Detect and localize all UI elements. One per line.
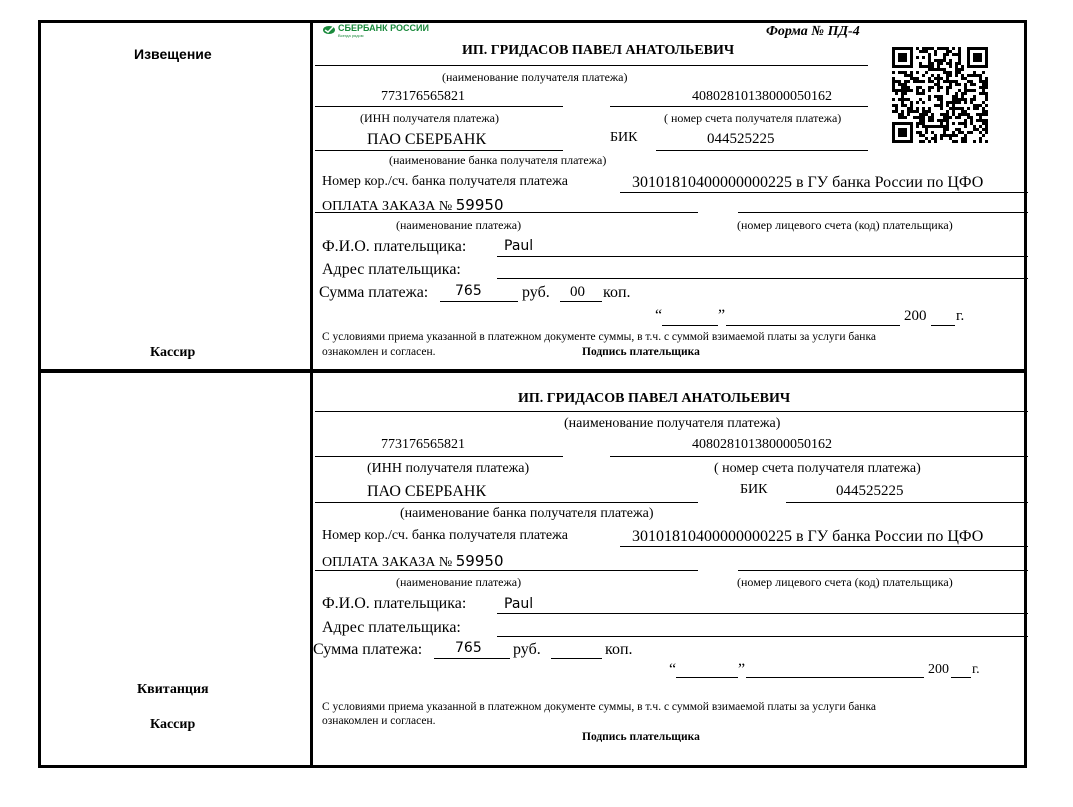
notice-account: 40802810138000050162 — [692, 89, 832, 104]
notice-kop-label: коп. — [603, 284, 631, 301]
logo-tagline: Всегда рядом — [338, 33, 364, 38]
notice-purpose: ОПЛАТА ЗАКАЗА № 59950 — [322, 196, 504, 214]
notice-sum-rub: 765 — [455, 283, 482, 299]
receipt-terms-line2: ознакомлен и согласен. — [322, 715, 436, 727]
notice-sum-label: Сумма платежа: — [319, 284, 429, 301]
notice-section-label: Извещение — [134, 46, 212, 62]
receipt-payer-name: Paul — [504, 596, 534, 612]
notice-bik: 044525225 — [707, 131, 775, 147]
receipt-section-label: Квитанция — [137, 682, 209, 697]
receipt-sum-rub: 765 — [455, 640, 482, 656]
notice-date-close: ” — [718, 307, 726, 324]
notice-account-caption: ( номер счета получателя платежа) — [664, 111, 842, 125]
notice-inn: 773176565821 — [381, 89, 465, 104]
receipt-purpose: ОПЛАТА ЗАКАЗА № 59950 — [322, 552, 504, 570]
notice-bank-name: ПАО СБЕРБАНК — [367, 131, 487, 148]
notice-rub-label: руб. — [522, 284, 550, 301]
receipt-kop-label: коп. — [605, 641, 633, 658]
notice-purpose-caption: (наименование платежа) — [396, 218, 522, 232]
notice-recipient-caption: (наименование получателя платежа) — [442, 70, 628, 84]
notice-signature-label: Подпись плательщика — [582, 346, 700, 358]
receipt-inn: 773176565821 — [381, 437, 465, 452]
receipt-year: 200 — [928, 662, 949, 677]
form-number: Форма № ПД-4 — [766, 24, 860, 39]
notice-recipient-name: ИП. ГРИДАСОВ ПАВЕЛ АНАТОЛЬЕВИЧ — [462, 43, 735, 58]
notice-bik-label: БИК — [610, 130, 638, 145]
notice-sum-kop: 00 — [570, 284, 585, 300]
notice-payer-name: Paul — [504, 238, 534, 254]
receipt-bik-label: БИК — [740, 482, 768, 497]
receipt-address-label: Адрес плательщика: — [322, 619, 461, 636]
section-divider — [38, 369, 1027, 373]
notice-personal-caption: (номер лицевого счета (код) плательщика) — [737, 218, 953, 232]
receipt-purpose-caption: (наименование платежа) — [396, 575, 522, 589]
receipt-rub-label: руб. — [513, 641, 541, 658]
notice-terms-line2: ознакомлен и согласен. — [322, 346, 436, 358]
notice-payer-label: Ф.И.О. плательщика: — [322, 238, 467, 255]
receipt-date-close: ” — [738, 661, 746, 678]
receipt-personal-caption: (номер лицевого счета (код) плательщика) — [737, 575, 953, 589]
receipt-terms-line1: С условиями приема указанной в платежном документе суммы, в т.ч. с суммой взимаемой платы за услуги банка — [322, 701, 876, 713]
receipt-cashier-label: Кассир — [150, 717, 196, 732]
receipt-payer-label: Ф.И.О. плательщика: — [322, 595, 467, 612]
notice-address-label: Адрес плательщика: — [322, 261, 461, 278]
receipt-account-caption: ( номер счета получателя платежа) — [714, 461, 921, 476]
notice-date-open: “ — [655, 307, 663, 324]
receipt-inn-caption: (ИНН получателя платежа) — [367, 461, 530, 476]
receipt-year-suffix: г. — [972, 662, 980, 677]
notice-cashier-label: Кассир — [150, 345, 196, 360]
receipt-recipient-caption: (наименование получателя платежа) — [564, 416, 781, 431]
notice-year-suffix: г. — [956, 308, 965, 324]
notice-order-no: 59950 — [455, 196, 504, 214]
qr-code — [892, 47, 988, 143]
receipt-recipient-name: ИП. ГРИДАСОВ ПАВЕЛ АНАТОЛЬЕВИЧ — [518, 391, 791, 406]
receipt-sum-label: Сумма платежа: — [313, 641, 423, 658]
notice-inn-caption: (ИНН получателя платежа) — [360, 111, 499, 125]
receipt-corr-value: 30101810400000000225 в ГУ банка России по ЦФО — [632, 528, 984, 545]
receipt-order-no: 59950 — [455, 552, 504, 570]
receipt-bik: 044525225 — [836, 483, 904, 499]
receipt-date-open: “ — [669, 661, 677, 678]
receipt-account: 40802810138000050162 — [692, 437, 832, 452]
sberbank-logo — [322, 24, 446, 38]
notice-year: 200 — [904, 308, 927, 324]
notice-bank-caption: (наименование банка получателя платежа) — [389, 153, 607, 167]
receipt-corr-label: Номер кор./сч. банка получателя платежа — [322, 528, 568, 543]
notice-corr-value: 30101810400000000225 в ГУ банка России по ЦФО — [632, 174, 984, 191]
notice-corr-label: Номер кор./сч. банка получателя платежа — [322, 174, 568, 189]
notice-terms-line1: С условиями приема указанной в платежном документе суммы, в т.ч. с суммой взимаемой платы за услуги банка — [322, 331, 876, 343]
receipt-signature-label: Подпись плательщика — [582, 731, 700, 743]
receipt-bank-name: ПАО СБЕРБАНК — [367, 483, 487, 500]
logo-text: СБЕРБАНК РОССИИ — [338, 23, 429, 33]
receipt-bank-caption: (наименование банка получателя платежа) — [400, 506, 654, 521]
